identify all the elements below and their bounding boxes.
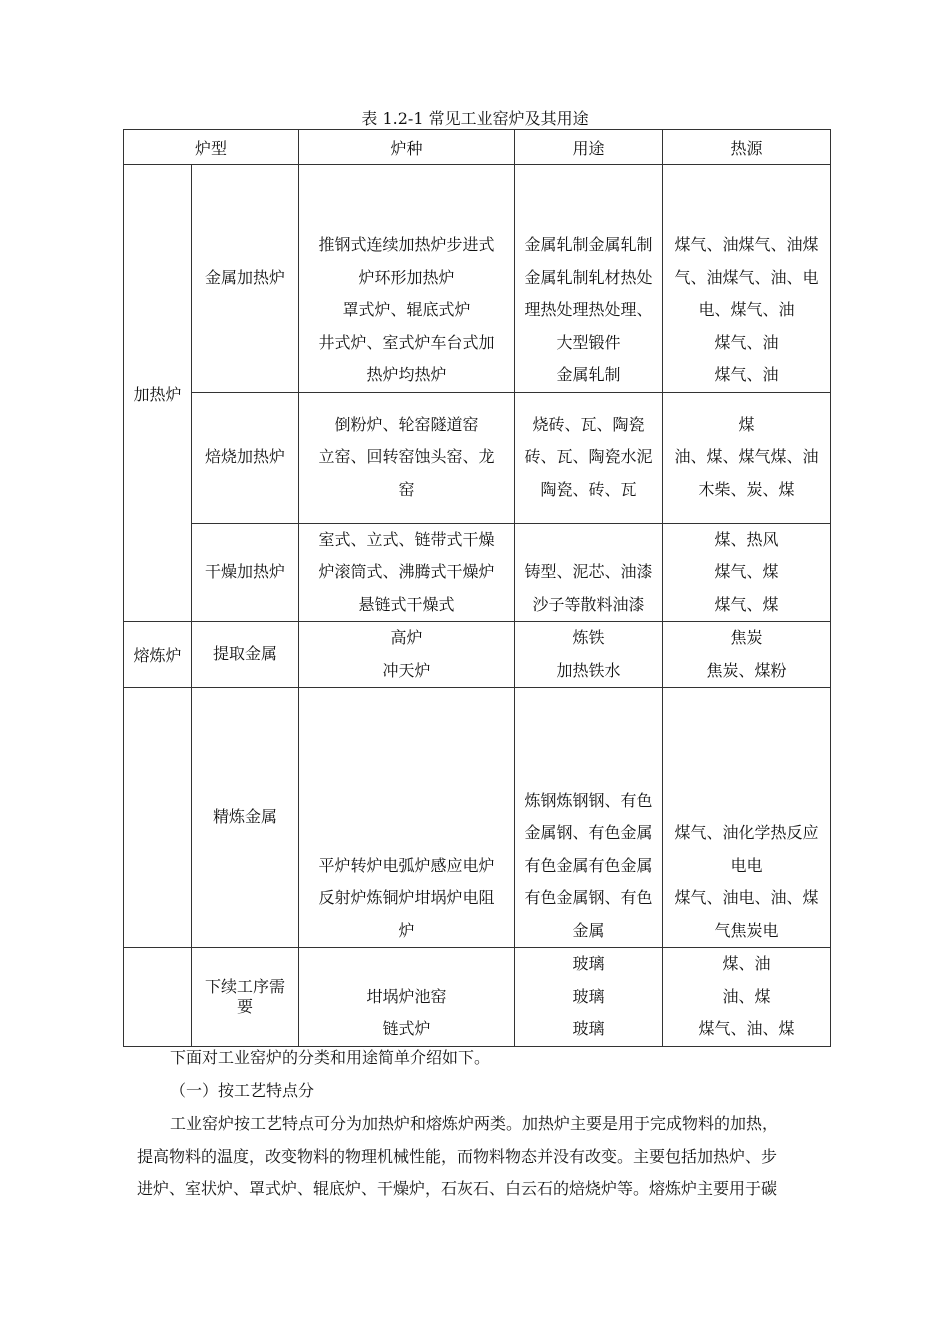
row-name: 提取金属 [192,622,299,688]
kind-cell: 推钢式连续加热炉步进式 炉环形加热炉 罩式炉、辊底式炉 井式炉、室式炉车台式加 热炉均热炉 [299,165,515,393]
group-empty [124,948,192,1047]
row-name: 精炼金属 [192,688,299,948]
table-row [124,948,831,1047]
table-row [124,165,831,393]
table-caption: 表 1.2-1 常见工业窑炉及其用途 [361,109,589,128]
use-cell: 炼钢炼钢钢、有色 金属钢、有色金属 有色金属有色金属 有色金属钢、有色 金属 [515,688,663,948]
heat-cell: 焦炭 焦炭、煤粉 [663,622,831,688]
use-cell: 烧砖、瓦、陶瓷 砖、瓦、陶瓷水泥 陶瓷、砖、瓦 [515,392,663,523]
table-row [124,688,831,948]
kind-cell: 室式、立式、链带式干燥 炉滚筒式、沸腾式干燥炉 悬链式干燥式 [299,523,515,622]
header-kind: 炉种 [299,130,515,165]
table-row [124,622,831,688]
kind-cell: 平炉转炉电弧炉感应电炉 反射炉炼铜炉坩埚炉电阻 炉 [299,688,515,948]
furnace-table [123,129,831,1047]
use-cell: 炼铁 加热铁水 [515,622,663,688]
header-heat: 热源 [663,130,831,165]
group-smelting: 熔炼炉 [124,622,192,688]
kind-cell: 倒粉炉、轮窑隧道窑 立窑、回转窑蚀头窑、龙 窑 [299,392,515,523]
heat-cell: 煤、热风 煤气、煤 煤气、煤 [663,523,831,622]
row-name: 金属加热炉 [192,165,299,393]
intro-paragraph: 下面对工业窑炉的分类和用途简单介绍如下。 [170,1048,491,1067]
body-paragraph: 工业窑炉按工艺特点可分为加热炉和熔炼炉两类。加热炉主要是用于完成物料的加热， 提高物料的温度，改变物料的物理机械性能，而物料物态并没有改变。主要包括加热炉、步 进炉、室状炉、罩式炉、辊底炉、干燥炉，石灰石、白云石的焙烧炉等。熔炼炉主要用于碳 [137,1114,779,1198]
header-use: 用途 [515,130,663,165]
section-heading: （一）按工艺特点分 [170,1081,315,1100]
heat-cell: 煤气、油煤气、油煤 气、油煤气、油、电 电、煤气、油 煤气、油 煤气、油 [663,165,831,393]
use-cell: 玻璃 玻璃 玻璃 [515,948,663,1047]
table-row [124,392,831,523]
kind-cell: 高炉 冲天炉 [299,622,515,688]
header-type: 炉型 [124,130,299,165]
row-name: 下续工序需要 [192,948,299,1047]
group-heating: 加热炉 [124,165,192,622]
use-cell: 铸型、泥芯、油漆 沙子等散料油漆 [515,523,663,622]
kind-cell: 坩埚炉池窑 链式炉 [299,948,515,1047]
heat-cell: 煤、油 油、煤 煤气、油、煤 [663,948,831,1047]
table-header-row [124,130,831,165]
table-row [124,523,831,622]
row-name: 干燥加热炉 [192,523,299,622]
group-empty [124,688,192,948]
use-cell: 金属轧制金属轧制 金属轧制轧材热处 理热处理热处理、 大型锻件 金属轧制 [515,165,663,393]
heat-cell: 煤 油、煤、煤气煤、油 木柴、炭、煤 [663,392,831,523]
row-name: 焙烧加热炉 [192,392,299,523]
heat-cell: 煤气、油化学热反应 电电 煤气、油电、油、煤 气焦炭电 [663,688,831,948]
